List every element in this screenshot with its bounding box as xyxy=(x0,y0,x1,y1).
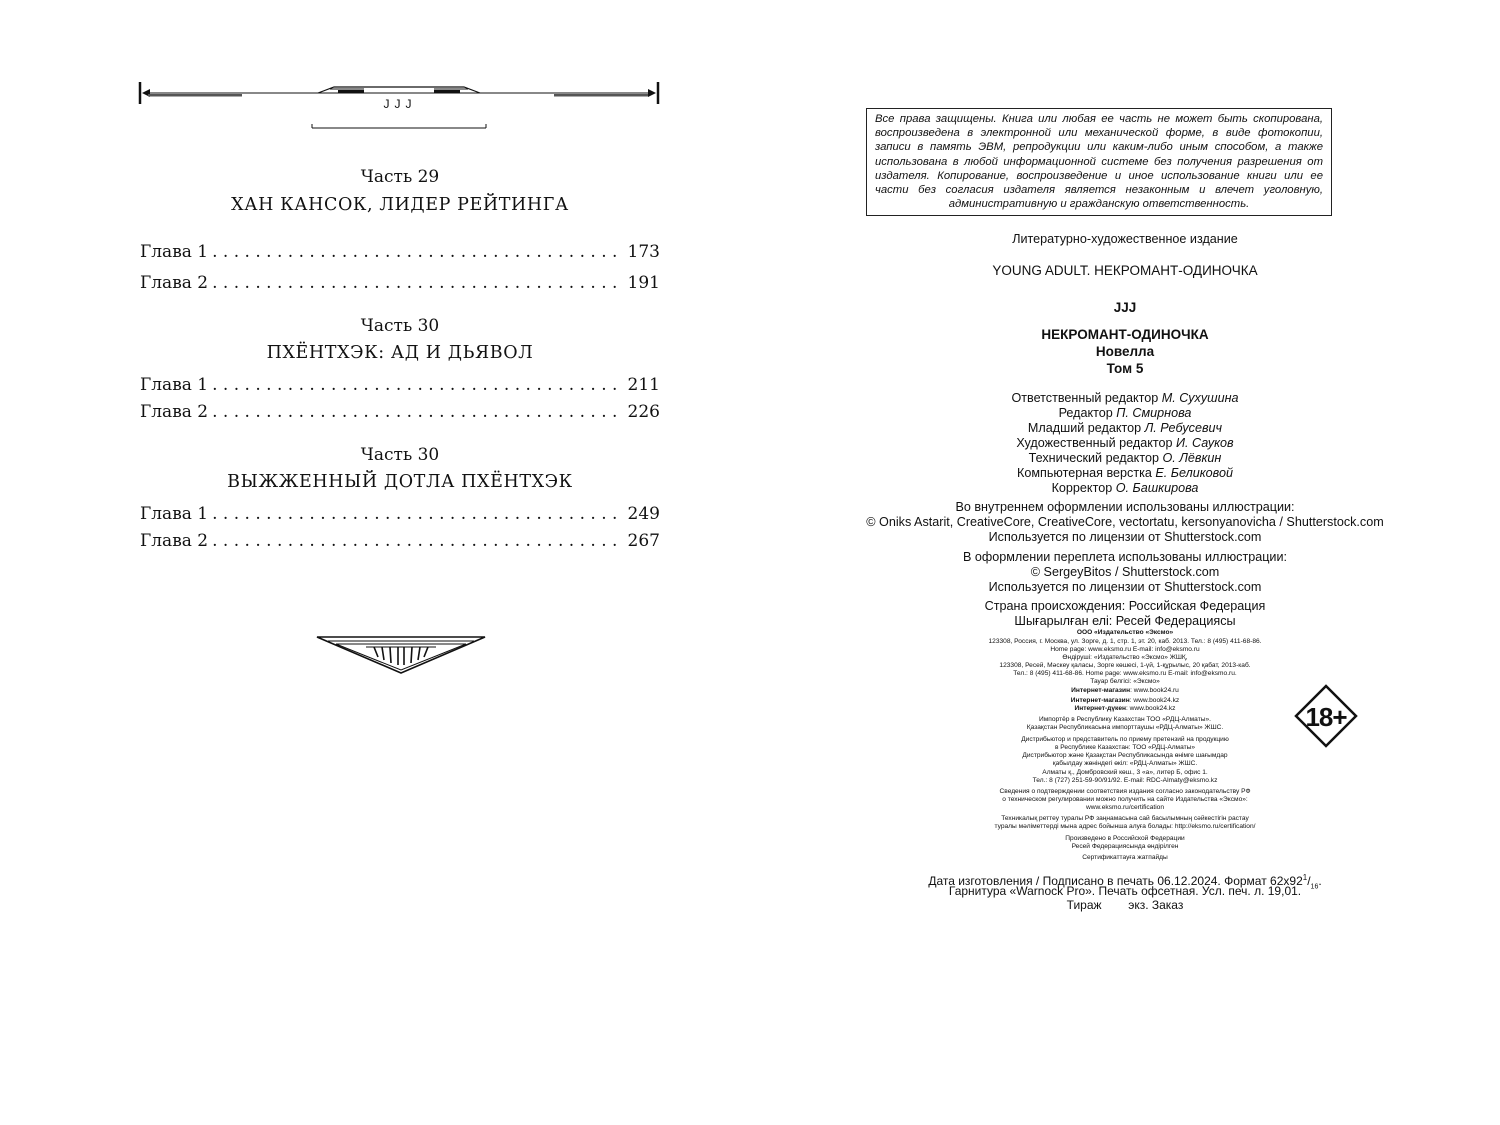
typeface-info: Гарнитура «Warnock Pro». Печать офсетная. Усл. печ. л. 19,01. xyxy=(948,884,1302,898)
distributor-line: Дистрибьютор и представитель по приему претензий на продукцию xyxy=(1021,736,1229,743)
illustration-credit: Используется по лицензии от Shutterstock.com xyxy=(988,530,1262,544)
book-genre: Новелла xyxy=(1095,344,1155,359)
page-number: 267 xyxy=(627,531,660,551)
chapter-label: Глава 1 xyxy=(140,504,209,524)
print-date-format: Дата изготовления / Подписано в печать 06.12.2024. Формат $62х92^1/_{16}$. xyxy=(928,873,1322,891)
toc-entry[interactable] xyxy=(140,375,660,399)
header-ornament xyxy=(138,78,662,134)
copyright-notice-box: Все права защищены. Книга или любая ее часть не может быть скопирована, воспроизведена в электронной или механической форме, в виде фотокопии, записи в память ЭВМ, репродукции или каким-либо иным способом, а также использована в любой информационной системе без получения разрешения от издателя. Копирование, воспроизведение и иное использование книги или ее части без согласия издателя является незаконным и влечет уголовную, административную и гражданскую ответственность. xyxy=(866,108,1332,216)
credit-name: И. Сауков xyxy=(1175,436,1234,450)
part-title: ВЫЖЖЕННЫЙ ДОТЛА ПХЁНТХЭК xyxy=(227,472,573,492)
book-volume: Том 5 xyxy=(1106,361,1144,376)
chapter-label: Глава 1 xyxy=(140,375,209,395)
importer-line: Импортёр в Республику Казахстан ТОО «РДЦ-Алматы». xyxy=(1039,716,1211,723)
part-title: ПХЁНТХЭК: АД И ДЬЯВОЛ xyxy=(266,343,534,363)
part-label: Часть 29 xyxy=(360,167,440,187)
page-number: 173 xyxy=(627,242,660,262)
cover-illustration-credit: В оформлении переплета использованы иллюстрации: xyxy=(962,550,1288,564)
certification-line: www.eksmo.ru/certification xyxy=(1085,804,1165,811)
certification-kz-line: туралы мәліметтерді мына адрес бойынша алуға болады: http://eksmo.ru/certification/ xyxy=(994,823,1256,830)
shop-url[interactable]: : www.book24.kz xyxy=(1125,705,1176,712)
toc-entry[interactable] xyxy=(140,242,660,266)
leader-dots xyxy=(212,273,623,293)
part-label: Часть 30 xyxy=(360,316,440,336)
leader-dots xyxy=(212,242,623,262)
credit-line xyxy=(750,466,1500,481)
internet-shop xyxy=(750,687,1500,695)
leader-dots xyxy=(212,402,623,422)
distributor-line: Тел.: 8 (727) 251-59-90/91/92. E-mail: RDC-Almaty@eksmo.kz xyxy=(1032,777,1218,784)
credit-line xyxy=(750,436,1500,451)
leader-dots xyxy=(212,504,623,524)
age-rating: 18+ xyxy=(1305,702,1347,732)
credit-name: П. Смирнова xyxy=(1116,406,1192,420)
certification-kz-line: Техникалық реттеу туралы РФ заңнамасына сай басылымның сәйкестігін растау xyxy=(1001,815,1249,822)
leader-dots xyxy=(212,375,623,395)
production-line: Ресей Федерациясында өндірілген xyxy=(1071,843,1179,850)
credit-name: М. Сухушина xyxy=(1161,391,1239,405)
toc-entry[interactable] xyxy=(140,402,660,426)
cover-illustration-credit: © SergeyBitos / Shutterstock.com xyxy=(1030,565,1220,579)
credit-role: Технический редактор xyxy=(1028,451,1159,465)
leader-dots xyxy=(212,531,623,551)
cover-illustration-credit: Используется по лицензии от Shutterstock.com xyxy=(988,580,1262,594)
internet-shop xyxy=(750,697,1500,705)
publisher-line: Тел.: 8 (495) 411-68-86. Home page: www.eksmo.ru E-mail: info@eksmo.ru. xyxy=(1013,670,1237,677)
internet-shop xyxy=(750,705,1500,713)
credit-line xyxy=(750,451,1500,466)
country-of-origin: Шығарылған елі: Ресей Федерациясы xyxy=(1014,614,1236,628)
toc-entry[interactable] xyxy=(140,531,660,555)
toc-entry[interactable] xyxy=(140,273,660,297)
certification-line: Сведения о подтверждении соответствия издания согласно законодательству РФ xyxy=(999,788,1251,795)
page-number: 226 xyxy=(627,402,660,422)
author-name: JJJ xyxy=(383,97,417,111)
publisher-line: 123308, Россия, г. Москва, ул. Зорге, д. 1, стр. 1, эт. 20, каб. 2013. Тел.: 8 (495) 411-68-86. xyxy=(988,638,1262,645)
credit-role: Ответственный редактор xyxy=(1011,391,1159,405)
distributor-line: в Республике Казахстан: ТОО «РДЦ-Алматы» xyxy=(1054,744,1196,751)
series-title: YOUNG ADULT. НЕКРОМАНТ-ОДИНОЧКА xyxy=(992,263,1258,278)
page-number: 191 xyxy=(627,273,660,293)
credit-name: О. Лёвкин xyxy=(1162,451,1222,465)
shop-label: Интернет-дүкен xyxy=(1074,705,1126,712)
shop-label: Интернет-магазин xyxy=(1070,697,1130,704)
distributor-line: Дистрибьютор және Қазақстан Республикасында өнімге шағымдар xyxy=(1022,752,1228,759)
triangle-ornament-icon xyxy=(316,636,486,674)
edition-type: Литературно-художественное издание xyxy=(1012,232,1238,246)
format-numerator: 1 xyxy=(1302,873,1308,882)
credit-role: Редактор xyxy=(1058,406,1113,420)
page-number: 211 xyxy=(627,375,660,395)
distributor-line: Алматы қ., Домбровский көш., 3 «а», литер Б, офис 1. xyxy=(1042,769,1208,776)
shop-url[interactable]: : www.book24.kz xyxy=(1129,697,1180,704)
chapter-label: Глава 2 xyxy=(140,402,209,422)
credit-line xyxy=(750,481,1500,496)
credit-role: Корректор xyxy=(1051,481,1113,495)
part-label: Часть 30 xyxy=(360,445,440,465)
part-title: ХАН КАНСОК, ЛИДЕР РЕЙТИНГА xyxy=(231,195,569,215)
print-run-info: Тираж экз. Заказ xyxy=(1066,898,1184,912)
author-name: JJJ xyxy=(1113,300,1137,315)
credit-name: О. Башкирова xyxy=(1115,481,1199,495)
credit-line xyxy=(750,406,1500,421)
credit-line xyxy=(750,421,1500,436)
importer-line: Қазақстан Республикасына импорттаушы «РДЦ-Алматы» ЖШС. xyxy=(1026,724,1224,731)
credit-role: Младший редактор xyxy=(1027,421,1142,435)
format-denominator: 16 xyxy=(1310,883,1319,891)
chapter-label: Глава 2 xyxy=(140,273,209,293)
shop-url[interactable]: : www.book24.ru xyxy=(1130,687,1179,694)
country-of-origin: Страна происхождения: Российская Федерация xyxy=(984,599,1266,613)
publisher-line: 123308, Ресей, Мәскеу қаласы, Зорге көшесі, 1-үй, 1-құрылыс, 20 қабат, 2013-каб. xyxy=(999,662,1251,669)
credit-line xyxy=(750,391,1500,406)
credit-name: Е. Беликовой xyxy=(1155,466,1233,480)
production-line: Произведено в Российской Федерации xyxy=(1065,835,1185,842)
publisher-line: Өндіруші: «Издательство «Эксмо» ЖШҚ, xyxy=(1062,654,1188,661)
distributor-line: қабылдау жөніндегі өкіл: «РДЦ-Алматы» ЖШС. xyxy=(1052,760,1198,767)
age-rating-badge xyxy=(1294,684,1358,748)
credit-role: Компьютерная верстка xyxy=(1017,466,1152,480)
print-date: Дата изготовления / Подписано в печать 06.12.2024. Формат 62х92 xyxy=(928,874,1303,888)
credit-name: Л. Ребусевич xyxy=(1144,421,1223,435)
certification-note: Сертификаттауға жатпайды xyxy=(1082,854,1168,861)
book-title: НЕКРОМАНТ-ОДИНОЧКА xyxy=(1041,327,1209,342)
toc-entry[interactable] xyxy=(140,504,660,528)
chapter-label: Глава 1 xyxy=(140,242,209,262)
credit-role: Художественный редактор xyxy=(1016,436,1173,450)
publisher-name: ООО «Издательство «Эксмо» xyxy=(1076,629,1174,636)
certification-line: о техническом регулировании можно получить на сайте Издательства «Эксмо»: xyxy=(1002,796,1248,803)
page-number: 249 xyxy=(627,504,660,524)
publisher-line: Тауар белгісі: «Эксмо» xyxy=(1090,678,1160,685)
shop-label: Интернет-магазин xyxy=(1071,687,1131,694)
chapter-label: Глава 2 xyxy=(140,531,209,551)
illustration-credit: Во внутреннем оформлении использованы иллюстрации: xyxy=(955,500,1295,514)
illustration-credit: © Oniks Astarit, CreativeCore, CreativeCore, vectortatu, kersonyanovicha / Shutterstock.com xyxy=(866,515,1384,529)
right-page-imprint xyxy=(750,0,1500,1125)
publisher-line: Home page: www.eksmo.ru E-mail: info@eksmo.ru xyxy=(1050,646,1200,653)
